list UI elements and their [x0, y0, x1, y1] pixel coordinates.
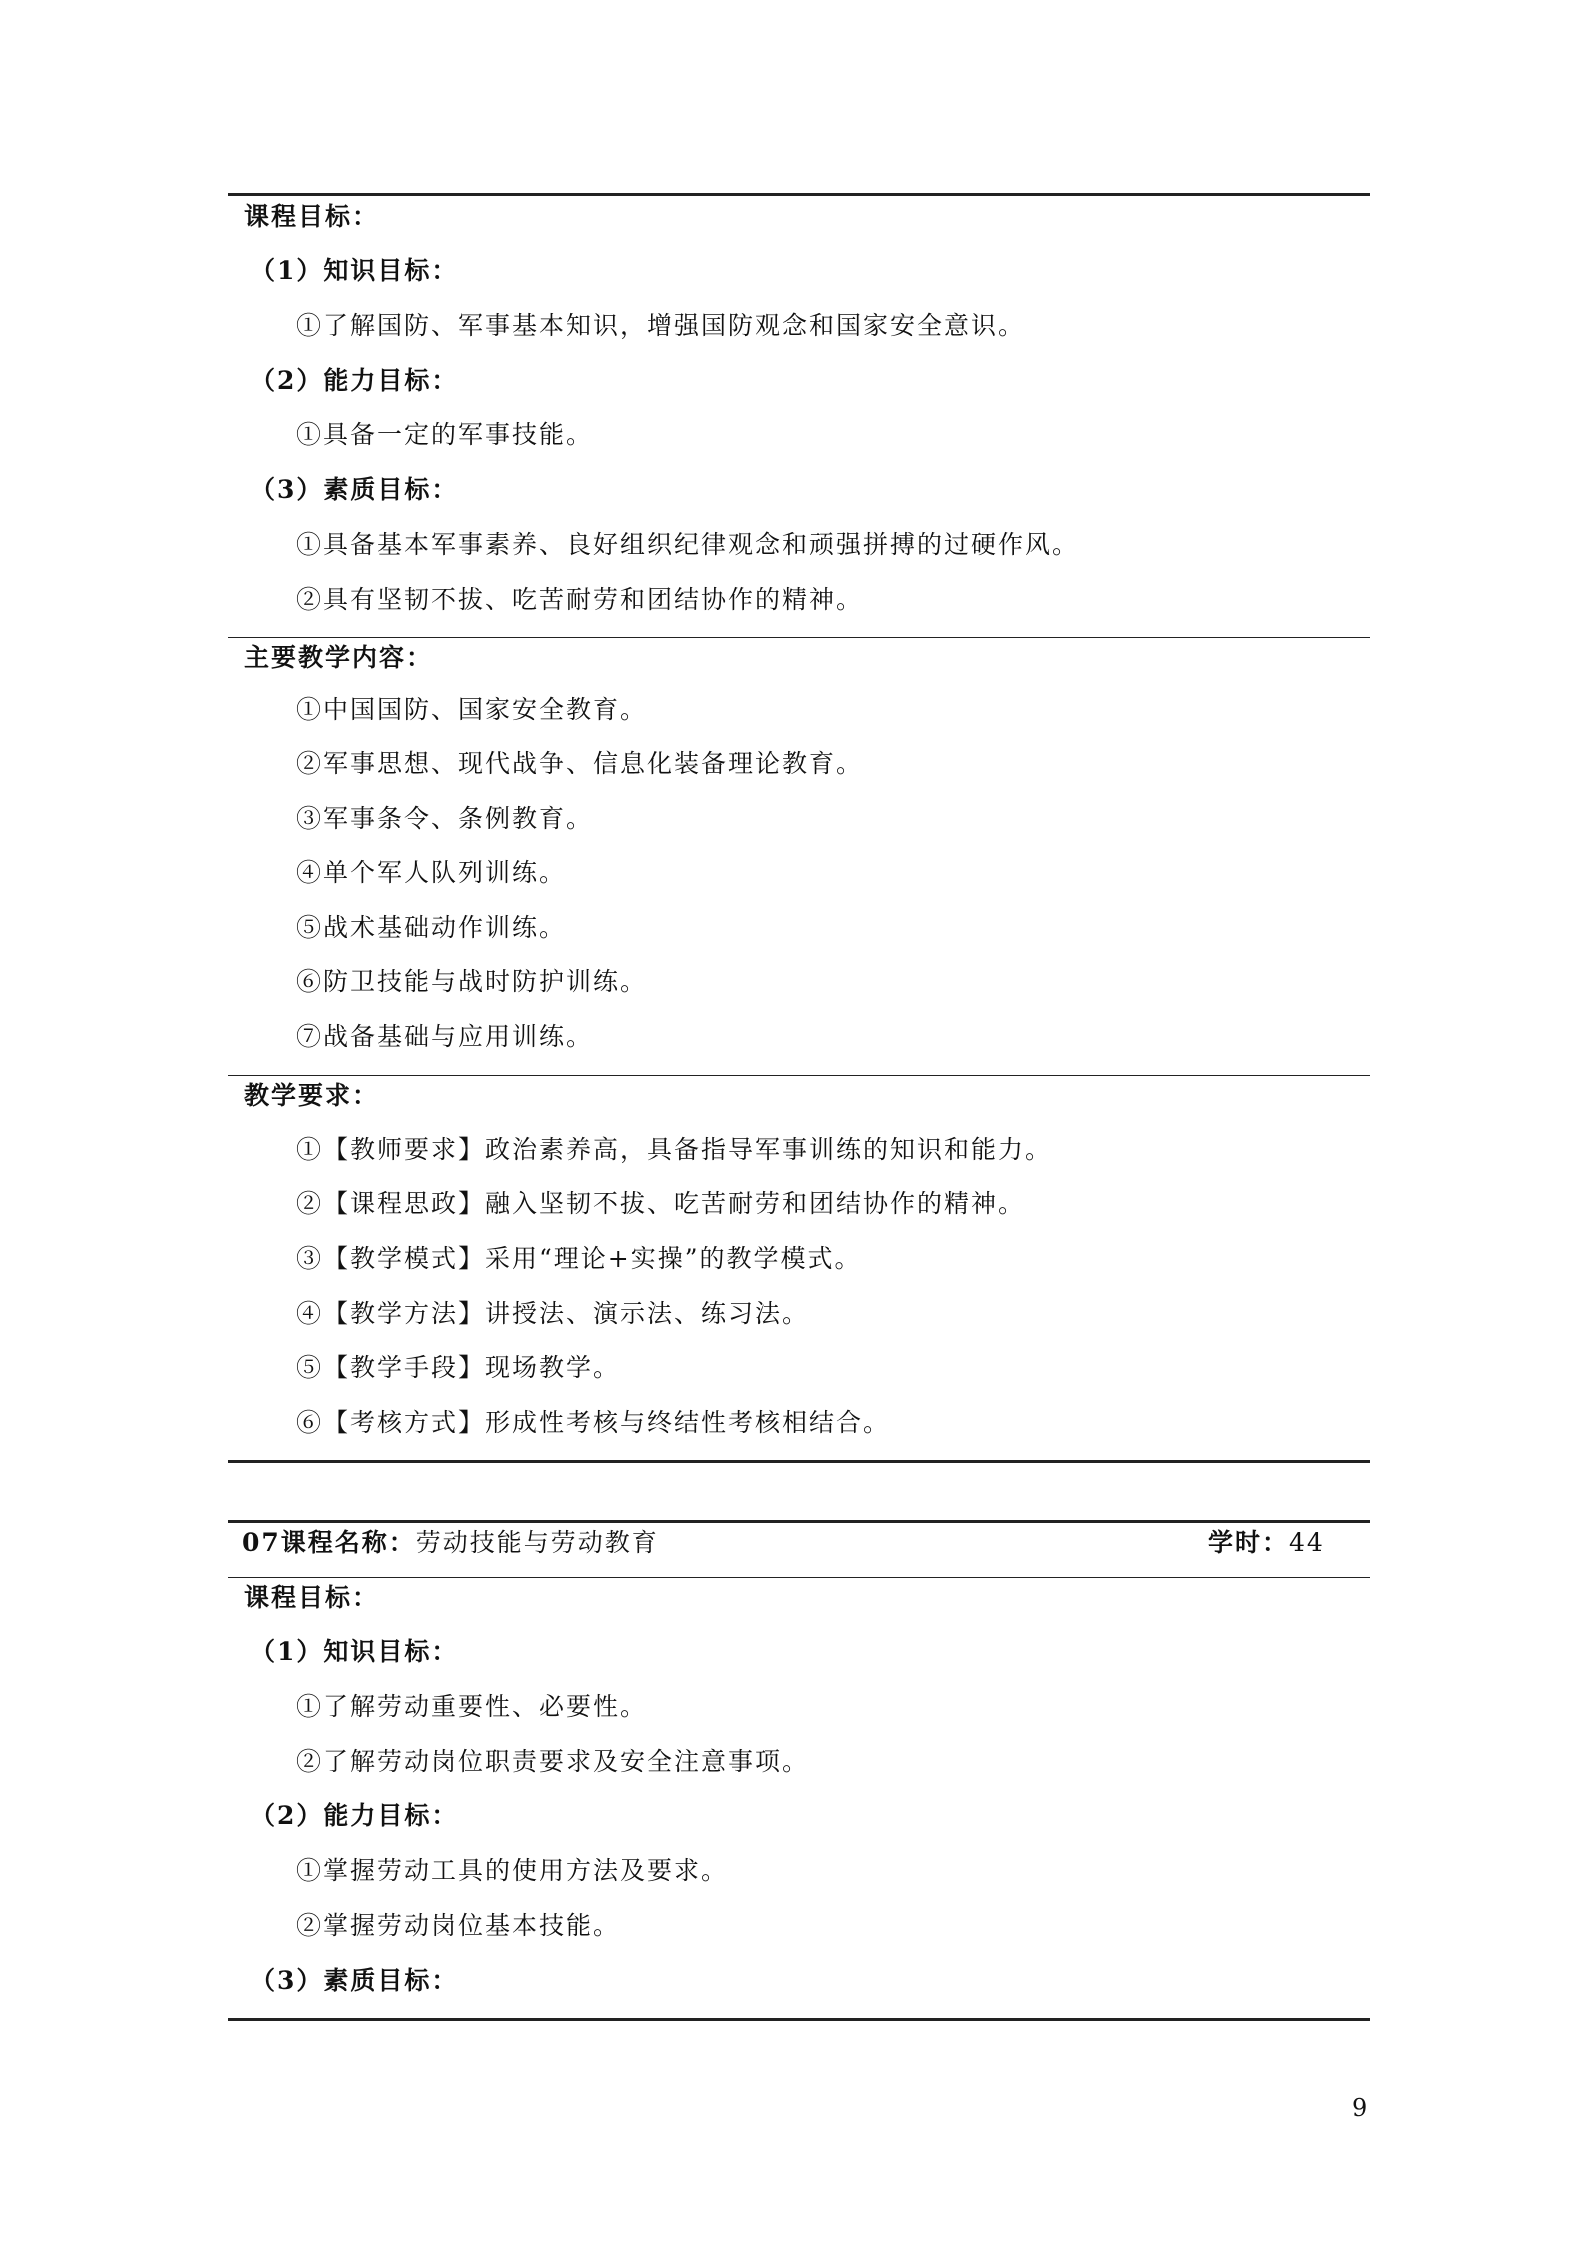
table-top-rule: [228, 193, 1370, 196]
hours-value: 44: [1289, 1528, 1325, 1557]
section-divider: [228, 1075, 1370, 1076]
ability-goal-item: ①具备一定的军事技能。: [296, 420, 594, 449]
teaching-content-item: ③军事条令、条例教育。: [296, 804, 594, 833]
ability-goal-item: ①掌握劳动工具的使用方法及要求。: [296, 1856, 729, 1885]
quality-goal-item: ①具备基本军事素养、良好组织纪律观念和顽强拼搏的过硬作风。: [296, 530, 1080, 559]
page-number: 9: [1352, 2094, 1368, 2122]
knowledge-goals-heading: （1）知识目标：: [250, 256, 459, 285]
section-divider: [228, 1577, 1370, 1578]
teaching-content-item: ②军事思想、现代战争、信息化装备理论教育。: [296, 749, 864, 778]
ability-goal-item: ②掌握劳动岗位基本技能。: [296, 1911, 621, 1940]
course-hours: [1208, 1527, 1325, 1559]
course-title-row: [242, 1527, 659, 1559]
teaching-requirement-item: ②【课程思政】融入坚韧不拔、吃苦耐劳和团结协作的精神。: [296, 1189, 1026, 1218]
ability-goals-heading: （2）能力目标：: [250, 1801, 459, 1830]
teaching-requirement-item: ⑥【考核方式】形成性考核与终结性考核相结合。: [296, 1408, 891, 1437]
teaching-content-item: ⑥防卫技能与战时防护训练。: [296, 967, 648, 996]
course-label: 07课程名称：: [242, 1528, 416, 1557]
knowledge-goal-item: ①了解劳动重要性、必要性。: [296, 1692, 648, 1721]
table-top-rule: [228, 1520, 1370, 1523]
ability-goals-heading: （2）能力目标：: [250, 366, 459, 395]
table-bottom-rule: [228, 1460, 1370, 1463]
knowledge-goals-heading: （1）知识目标：: [250, 1637, 459, 1666]
hours-label: 学时：: [1208, 1528, 1290, 1557]
teaching-requirement-item: ①【教师要求】政治素养高，具备指导军事训练的知识和能力。: [296, 1135, 1053, 1164]
quality-goal-item: ②具有坚韧不拔、吃苦耐劳和团结协作的精神。: [296, 585, 864, 614]
course-goals-heading: 课程目标：: [244, 1583, 380, 1612]
teaching-content-item: ⑤战术基础动作训练。: [296, 913, 567, 942]
quality-goals-heading: （3）素质目标：: [250, 475, 459, 504]
teaching-requirement-item: ⑤【教学手段】现场教学。: [296, 1353, 621, 1382]
teaching-content-item: ④单个军人队列训练。: [296, 858, 567, 887]
course-name: 劳动技能与劳动教育: [415, 1528, 659, 1557]
teaching-content-item: ①中国国防、国家安全教育。: [296, 695, 648, 724]
course-goals-heading: 课程目标：: [244, 202, 380, 231]
knowledge-goal-item: ①了解国防、军事基本知识，增强国防观念和国家安全意识。: [296, 311, 1026, 340]
table-bottom-rule: [228, 2018, 1370, 2021]
teaching-requirement-item: ④【教学方法】讲授法、演示法、练习法。: [296, 1299, 810, 1328]
quality-goals-heading: （3）素质目标：: [250, 1966, 459, 1995]
teaching-requirements-heading: 教学要求：: [244, 1081, 380, 1110]
teaching-content-item: ⑦战备基础与应用训练。: [296, 1022, 594, 1051]
knowledge-goal-item: ②了解劳动岗位职责要求及安全注意事项。: [296, 1747, 810, 1776]
teaching-requirement-item: ③【教学模式】采用“理论+实操”的教学模式。: [296, 1244, 862, 1273]
section-divider: [228, 637, 1370, 638]
teaching-content-heading: 主要教学内容：: [244, 643, 434, 672]
